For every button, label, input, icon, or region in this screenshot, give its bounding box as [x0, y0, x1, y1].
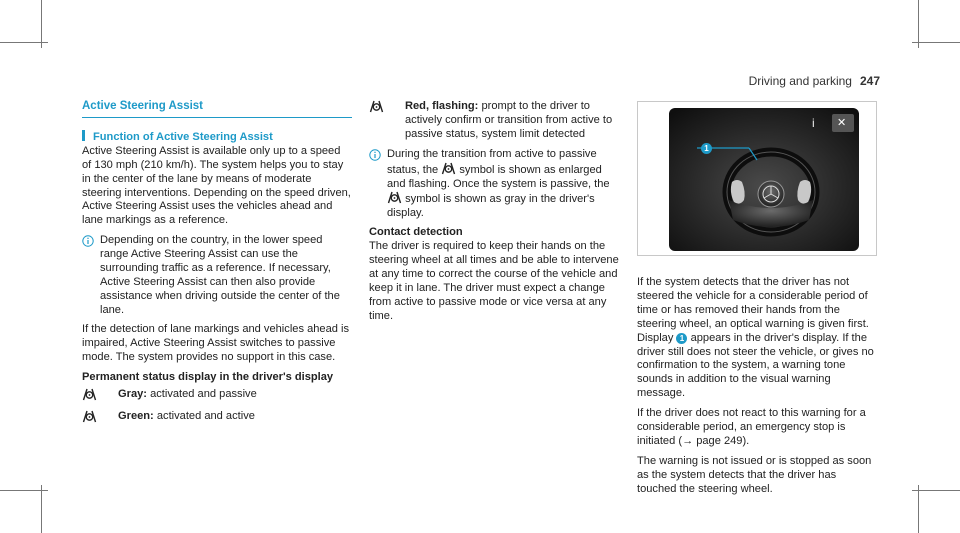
- column-right: [637, 100, 877, 503]
- driver-display-figure: [637, 101, 877, 256]
- function-heading-text: Function of Active Steering Assist: [93, 130, 273, 143]
- callout-marker: 1: [701, 143, 712, 154]
- impaired-text: If the detection of lane markings and vehicles ahead is impaired, Active Steering Assist switches to passive mode. The system provides no support in this case.: [82, 322, 350, 363]
- info-note-icon: [369, 148, 387, 222]
- info-button-icon: i: [812, 116, 815, 130]
- green-label: Green:: [118, 410, 154, 423]
- info-note-icon: [82, 234, 100, 317]
- warning-paragraph-1: [637, 276, 877, 401]
- status-green-row: [82, 410, 352, 426]
- contact-text: The driver is required to keep their hands on the steering wheel at all times and be able to intervene at any time to correct the course of the vehicle and keep it in lane. The driver must expect a change from active to passive mode or vice versa at any time.: [369, 240, 619, 322]
- crop-mark: [41, 0, 42, 48]
- crop-mark: [41, 485, 42, 533]
- status-heading: Permanent status display in the driver's display: [82, 371, 334, 384]
- steering-wheel-lane-icon: [82, 388, 97, 401]
- function-text: Active Steering Assist is available only up to a speed of 130 mph (210 km/h). The system helps you to stay in the center of the lane by means of moderate steering interventions. Depending on the speed driven, Active Steering Assist uses the vehicles ahead and lane markings as a reference.: [82, 144, 351, 227]
- crop-mark: [0, 42, 48, 43]
- crop-mark: [918, 0, 919, 48]
- green-text: activated and active: [156, 410, 255, 423]
- gray-label: Gray:: [118, 388, 147, 401]
- note-text-a: During the transition from active to passive status, the: [387, 147, 597, 176]
- contact-heading: Contact detection: [369, 226, 463, 239]
- note: [82, 234, 352, 317]
- steering-wheel-lane-icon: [82, 410, 97, 423]
- steering-wheel-lane-icon: [441, 162, 456, 175]
- callout-marker: 1: [676, 333, 687, 344]
- note-text-b: symbol is shown as enlarged and flashing. Once the system is passive, the: [387, 163, 610, 190]
- warning-text-b: appears in the driver's display. If the driver still does not steer the vehicle, or gives no confirmation to the system, a warning tone sounds in addition to the visual warning message.: [637, 331, 874, 400]
- red-text: prompt to the driver to actively confirm or transition from active to passive status, system limit detected: [405, 100, 613, 140]
- column-left: [82, 100, 352, 432]
- status-gray-row: [82, 388, 352, 404]
- close-icon: ✕: [837, 117, 847, 129]
- warning-paragraph-3: The warning is not issued or is stopped as soon as the system detects that the driver has touched the steering wheel.: [637, 454, 872, 495]
- note-text: [387, 148, 619, 222]
- warning-text-a: If the system detects that the driver has not steered the vehicle for a considerable period of time or has removed their hands from the steering wheel, an optical warning is given first. Display: [637, 276, 869, 344]
- function-heading: [82, 130, 352, 145]
- running-header: [749, 74, 880, 88]
- red-label: Red, flashing:: [405, 100, 479, 112]
- crop-mark: [912, 42, 960, 43]
- status-red-row: [369, 100, 619, 142]
- crop-mark: [918, 485, 919, 533]
- note-text: Depending on the country, in the lower speed range Active Steering Assist can use the surrounding traffic as a reference. If necessary, Active Steering Assist can then also provide assistance when driving outside the center of the lane.: [100, 234, 340, 316]
- driver-display-screen: [669, 108, 859, 251]
- note-text-c: symbol is shown as gray in the driver's display.: [387, 193, 595, 220]
- steering-wheel-lane-icon: [369, 100, 384, 113]
- crop-mark: [912, 490, 960, 491]
- gray-text: activated and passive: [150, 388, 257, 401]
- heading-bar: [82, 130, 85, 141]
- note: [369, 148, 619, 222]
- steering-wheel-lane-icon: [387, 191, 402, 204]
- header-section: Driving and parking: [748, 74, 852, 88]
- crop-mark: [0, 490, 48, 491]
- column-middle: [369, 100, 619, 330]
- page-number: 247: [859, 74, 880, 88]
- warning-paragraph-2: If the driver does not react to this warning for a considerable period, an emergency stop is initiated (→ page 249).: [637, 407, 866, 447]
- section-title: Active Steering Assist: [82, 100, 352, 118]
